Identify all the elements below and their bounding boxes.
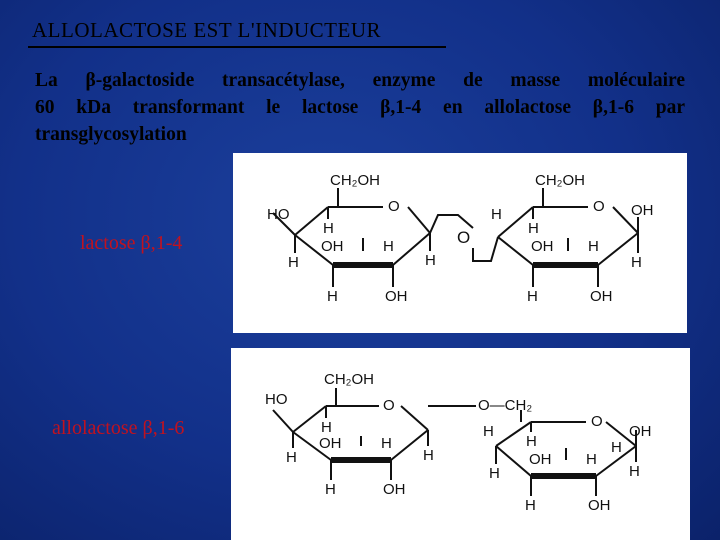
allolactose-label: allolactose β,1-6 bbox=[52, 417, 185, 439]
lactose-r2-ring-o: O bbox=[593, 198, 605, 215]
lactose-r2-ch2oh: CH₂OH bbox=[535, 172, 585, 189]
allolactose-r2-oh-bottom: OH bbox=[588, 497, 611, 514]
lactose-label: lactose β,1-4 bbox=[80, 232, 183, 254]
allolactose-r1-ho: HO bbox=[265, 391, 288, 408]
allolactose-r2-ring-o: O bbox=[591, 413, 603, 430]
title-underline bbox=[28, 46, 446, 48]
lactose-link-oxygen: O bbox=[457, 228, 471, 247]
lactose-r1-h-left: H bbox=[288, 254, 299, 271]
description-line-3: transglycosylation bbox=[35, 124, 187, 145]
allolactose-r1-ring-o: O bbox=[383, 397, 395, 414]
lactose-r1-h-bottom: H bbox=[327, 288, 338, 305]
allolactose-r2-h-mid: H bbox=[586, 451, 597, 468]
allolactose-link-bridge: O—CH₂ bbox=[478, 397, 533, 414]
allolactose-structure-diagram bbox=[231, 348, 690, 540]
allolactose-r1-h-bottom: H bbox=[325, 481, 336, 498]
lactose-link-h: H bbox=[491, 206, 502, 223]
allolactose-r2-oh-mid: OH bbox=[529, 451, 552, 468]
lactose-r1-oh-mid: OH bbox=[321, 238, 344, 255]
lactose-r2-h-bottom: H bbox=[527, 288, 538, 305]
lactose-r1-h-mid: H bbox=[383, 238, 394, 255]
allolactose-ring-1-bonds bbox=[273, 388, 476, 480]
allolactose-r2-h-left-low: H bbox=[489, 465, 500, 482]
lactose-r1-ch2oh: CH₂OH bbox=[330, 172, 380, 189]
allolactose-r2-h-ring-right: H bbox=[611, 439, 622, 456]
lactose-r2-oh-bottom: OH bbox=[590, 288, 613, 305]
lactose-r1-h-upper: H bbox=[323, 220, 334, 237]
lactose-r2-h-right: H bbox=[631, 254, 642, 271]
lactose-r1-oh-bottom: OH bbox=[385, 288, 408, 305]
allolactose-r2-oh-right: OH bbox=[629, 423, 652, 440]
allolactose-r1-h-right: H bbox=[423, 447, 434, 464]
allolactose-r1-h-left: H bbox=[286, 449, 297, 466]
description-line-2: 60 kDa transformant le lactose β,1-4 en allolactose β,1-6 par bbox=[35, 97, 685, 118]
allolactose-r1-oh-mid: OH bbox=[319, 435, 342, 452]
lactose-r1-ring-o: O bbox=[388, 198, 400, 215]
allolactose-r2-h-upper: H bbox=[526, 433, 537, 450]
allolactose-r2-h-right-low: H bbox=[629, 463, 640, 480]
allolactose-r1-ch2oh: CH₂OH bbox=[324, 371, 374, 388]
allolactose-r1-h-upper: H bbox=[321, 419, 332, 436]
lactose-r2-oh-mid: OH bbox=[531, 238, 554, 255]
lactose-r1-ho: HO bbox=[267, 206, 290, 223]
slide-description bbox=[35, 67, 685, 148]
lactose-ring-1-bonds bbox=[273, 188, 430, 287]
lactose-r2-oh-right: OH bbox=[631, 202, 654, 219]
allolactose-structure-panel bbox=[231, 348, 690, 540]
slide-title: ALLOLACTOSE EST L'INDUCTEUR bbox=[32, 18, 381, 42]
lactose-r1-h-right: H bbox=[425, 252, 436, 269]
lactose-ring-2-bonds bbox=[498, 188, 638, 287]
lactose-r2-h-mid: H bbox=[588, 238, 599, 255]
allolactose-r1-oh-bottom: OH bbox=[383, 481, 406, 498]
allolactose-r1-h-mid: H bbox=[381, 435, 392, 452]
lactose-structure-panel bbox=[233, 153, 687, 333]
lactose-r2-h-upper: H bbox=[528, 220, 539, 237]
allolactose-r2-h-left: H bbox=[483, 423, 494, 440]
description-line-1: La β-galactoside transacétylase, enzyme de masse moléculaire bbox=[35, 70, 685, 91]
allolactose-r2-h-bottom: H bbox=[525, 497, 536, 514]
lactose-structure-diagram bbox=[233, 153, 687, 333]
